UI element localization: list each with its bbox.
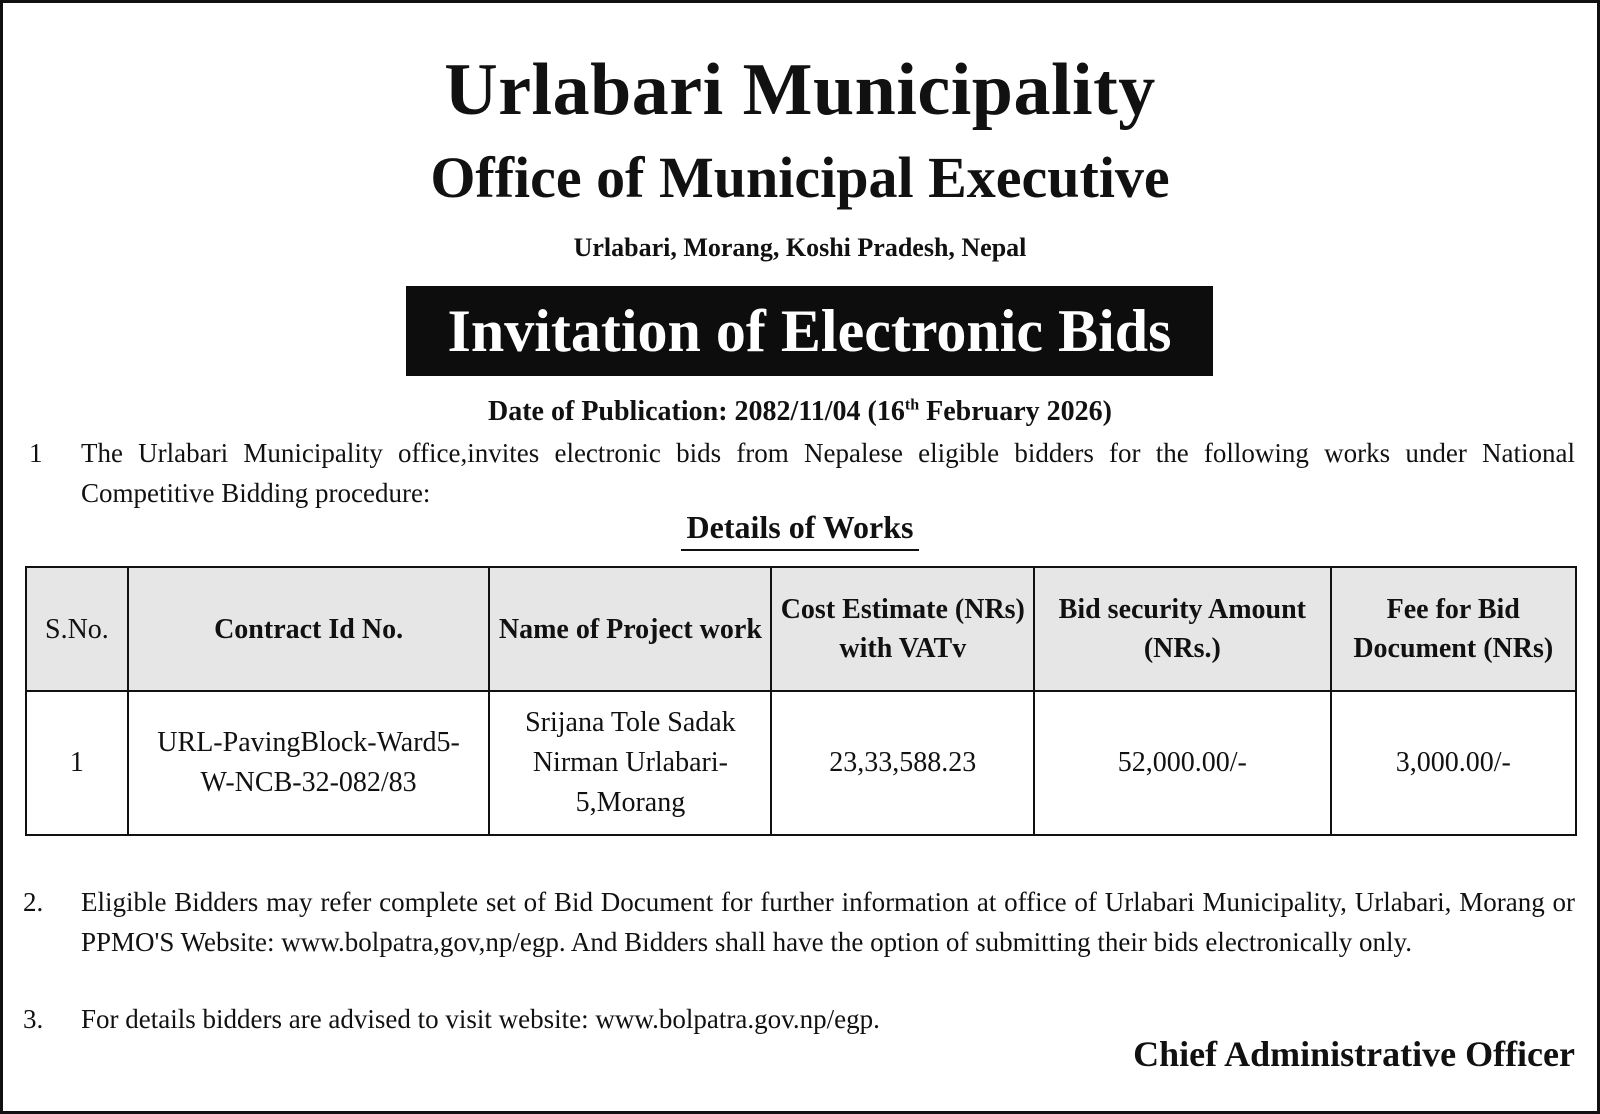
header-fee: Fee for Bid Document (NRs) <box>1331 567 1576 691</box>
cell-cost-estimate: 23,33,588.23 <box>771 691 1034 835</box>
header-contract-id: Contract Id No. <box>128 567 490 691</box>
paragraph-number: 3. <box>23 1004 44 1034</box>
cell-fee: 3,000.00/- <box>1331 691 1576 835</box>
cell-sno: 1 <box>26 691 128 835</box>
paragraph-number: 2. <box>23 887 44 917</box>
paragraph-text: For details bidders are advised to visit website: www.bolpatra.gov.np/egp. <box>81 1004 880 1034</box>
cell-contract-id: URL-PavingBlock-Ward5-W-NCB-32-082/83 <box>128 691 490 835</box>
paragraph-2 <box>23 882 1575 962</box>
works-table <box>25 566 1577 836</box>
publication-date-label: Date of Publication: 2082/11/04 (16 <box>488 396 905 427</box>
office-address: Urlabari, Morang, Koshi Pradesh, Nepal <box>573 233 1027 262</box>
publication-date-suffix: th <box>904 396 920 414</box>
cell-project-name: Srijana Tole Sadak Nirman Urlabari-5,Morang <box>489 691 771 835</box>
works-section-title <box>3 507 1597 551</box>
header-cost-estimate: Cost Estimate (NRs) with VATv <box>771 567 1034 691</box>
organization-name: Urlabari Municipality <box>444 49 1156 131</box>
header-bid-security: Bid security Amount (NRs.) <box>1034 567 1330 691</box>
notice-title: Invitation of Electronic Bids <box>447 298 1172 364</box>
cell-bid-security: 52,000.00/- <box>1034 691 1330 835</box>
paragraph-1 <box>23 433 1575 513</box>
header-project-name: Name of Project work <box>489 567 771 691</box>
header-sno: S.No. <box>26 567 128 691</box>
paragraph-number: 1 <box>29 438 43 468</box>
signatory-title: Chief Administrative Officer <box>1133 1034 1575 1074</box>
office-name: Office of Municipal Executive <box>430 145 1170 210</box>
paragraph-text: The Urlabari Municipality office,invites electronic bids from Nepalese eligible bidders for the following works under National Competitive Bidding procedure: <box>81 438 1575 508</box>
publication-date <box>3 392 1597 432</box>
publication-date-rest: February 2026) <box>919 396 1112 427</box>
works-title-text: Details of Works <box>681 507 920 551</box>
notice-banner <box>406 286 1213 376</box>
table-row <box>26 691 1576 835</box>
paragraph-text: Eligible Bidders may refer complete set of Bid Document for further information at office of Urlabari Municipality, Urlabari, Morang or PPMO'S Website: www.bolpatra,gov,np/egp. And Bidders shall have the option of submitting their bids electronically only. <box>81 887 1575 957</box>
table-header-row <box>26 567 1576 691</box>
